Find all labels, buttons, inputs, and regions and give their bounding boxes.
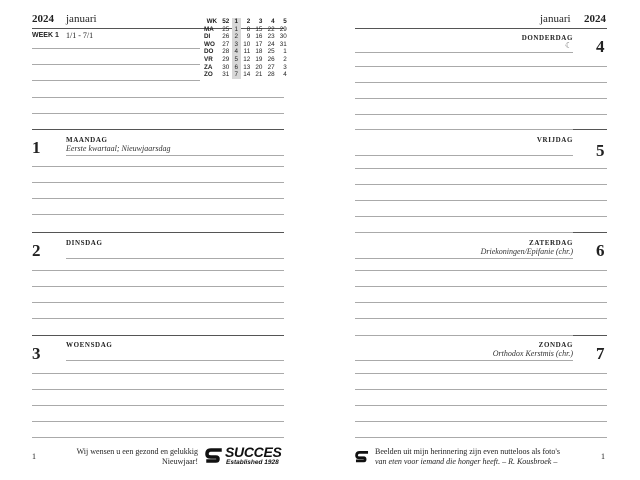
mini-calendar-cell: ZO (204, 71, 213, 79)
mini-calendar-cell: 31 (279, 40, 287, 48)
writing-line (355, 98, 607, 99)
writing-line (355, 129, 573, 130)
mini-calendar-cell: DO (204, 48, 214, 56)
writing-line (32, 182, 284, 183)
writing-line (32, 113, 284, 114)
day-name: DINSDAG (66, 239, 103, 247)
mini-calendar-cell: 30 (279, 33, 287, 41)
mini-calendar-cell: 15 (255, 25, 263, 33)
mini-calendar-cell: 27 (267, 63, 275, 71)
right-year: 2024 (584, 13, 606, 25)
week-range: 1/1 - 7/1 (66, 31, 94, 40)
writing-line (355, 232, 573, 233)
writing-line (66, 258, 284, 259)
writing-line (355, 258, 573, 259)
writing-line (355, 184, 607, 185)
writing-line (355, 200, 607, 201)
day-number: 7 (596, 344, 605, 363)
mini-calendar-cell: 3 (232, 41, 241, 49)
writing-line (355, 82, 607, 83)
day-name: WOENSDAG (66, 341, 113, 349)
left-month: januari (66, 13, 97, 25)
mini-calendar-cell: 11 (243, 48, 251, 56)
mini-calendar-header (204, 18, 289, 26)
day-name: VRIJDAG (536, 136, 573, 144)
mini-calendar-cell: WO (204, 40, 215, 48)
mini-calendar-cell: 19 (255, 55, 263, 63)
mini-calendar-cell: 9 (246, 33, 251, 41)
writing-line (32, 437, 284, 438)
mini-calendar-cell: 29 (222, 55, 230, 63)
mini-calendar-cell: 29 (279, 25, 287, 33)
writing-line (32, 302, 284, 303)
page-number: 1 (601, 452, 605, 461)
mini-calendar-cell: ZA (204, 63, 213, 71)
writing-line (32, 80, 200, 81)
footer-quote-line: Beelden uit mijn herinnering zijn even nutteloos als foto's (375, 447, 560, 456)
mini-calendar-cell: 10 (243, 40, 251, 48)
right-month: januari (540, 13, 571, 25)
footer-message-line: Wij wensen u een gezond en gelukkig (76, 447, 198, 456)
writing-line (355, 155, 573, 156)
writing-line (355, 360, 573, 361)
day-name: DONDERDAG (521, 34, 573, 42)
writing-line (355, 421, 607, 422)
writing-line (355, 389, 607, 390)
mini-calendar-cell: 2 (232, 33, 241, 41)
day-note: Driekoningen/Epifanie (chr.) (480, 247, 573, 256)
mini-calendar-cell: 17 (255, 40, 263, 48)
day-separator (573, 129, 607, 130)
day-separator (573, 232, 607, 233)
day-separator (32, 232, 284, 233)
mini-calendar-cell: 25 (267, 48, 275, 56)
writing-line (32, 373, 284, 374)
mini-calendar-cell: 5 (232, 56, 241, 64)
footer-quote-line: van eten voor iemand die honger heeft. – R. Kousbroek – (375, 457, 558, 466)
mini-calendar-header-cell: 5 (283, 18, 287, 25)
day-number: 4 (596, 37, 605, 56)
writing-line (32, 166, 284, 167)
footer-message (40, 447, 198, 467)
writing-line (32, 389, 284, 390)
mini-calendar-cell: 6 (232, 64, 241, 72)
writing-line (355, 168, 607, 169)
writing-line (32, 97, 284, 98)
mini-calendar-cell: MA (204, 25, 214, 33)
writing-line (32, 48, 200, 49)
mini-calendar-cell: 8 (246, 25, 251, 33)
mini-calendar-row (204, 26, 289, 34)
day-name: MAANDAG (66, 136, 108, 144)
succes-s-icon (205, 447, 223, 465)
mini-calendar-header-cell: 52 (222, 18, 230, 25)
mini-calendar-cell: 4 (283, 71, 287, 79)
writing-line (32, 64, 200, 65)
writing-line (32, 198, 284, 199)
writing-line (32, 405, 284, 406)
mini-calendar-header-cell: 3 (258, 18, 263, 25)
mini-calendar-row (204, 33, 289, 41)
moon-phase-icon: ☾ (565, 41, 573, 50)
writing-line (32, 214, 284, 215)
writing-line (355, 286, 607, 287)
succes-logo (205, 444, 287, 468)
day-number: 6 (596, 241, 605, 260)
day-name: ZATERDAG (529, 239, 573, 247)
mini-calendar-cell: 30 (222, 63, 230, 71)
mini-calendar-cell: 20 (255, 63, 263, 71)
mini-calendar-cell: 26 (267, 55, 275, 63)
day-separator (32, 335, 284, 336)
writing-line (32, 286, 284, 287)
mini-calendar-cell: 25 (222, 25, 230, 33)
mini-calendar-cell: 24 (267, 40, 275, 48)
page-number: 1 (32, 452, 36, 461)
day-number: 2 (32, 241, 41, 260)
mini-calendar-cell: 12 (243, 55, 251, 63)
writing-line (355, 302, 607, 303)
writing-line (355, 318, 607, 319)
mini-calendar-row (204, 56, 289, 64)
mini-calendar-cell: 18 (255, 48, 263, 56)
day-note: Orthodox Kerstmis (chr.) (492, 349, 573, 358)
mini-calendar-cell: 27 (222, 40, 230, 48)
mini-calendar-row (204, 71, 289, 79)
mini-calendar-cell: 7 (232, 71, 241, 79)
writing-line (32, 270, 284, 271)
writing-line (355, 335, 573, 336)
day-separator (573, 335, 607, 336)
mini-calendar-header-cell: 2 (246, 18, 251, 25)
writing-line (355, 114, 607, 115)
brand-name: SUCCES (225, 444, 282, 460)
mini-calendar-cell: DI (204, 33, 211, 41)
writing-line (355, 52, 573, 53)
footer-quote (375, 447, 587, 467)
mini-calendar-header-cell: 1 (232, 18, 241, 26)
day-separator (32, 129, 284, 130)
writing-line (32, 421, 284, 422)
writing-line (355, 373, 607, 374)
mini-calendar (204, 18, 289, 79)
mini-calendar-cell: 1 (283, 48, 287, 56)
left-year: 2024 (32, 13, 54, 25)
footer-message-line: Nieuwjaar! (162, 457, 198, 466)
writing-line (355, 66, 607, 67)
mini-calendar-cell: 22 (267, 25, 275, 33)
right-header-rule (355, 28, 607, 29)
mini-calendar-header-cell: WK (206, 18, 218, 25)
writing-line (355, 405, 607, 406)
day-name: ZONDAG (538, 341, 573, 349)
writing-line (66, 360, 284, 361)
brand-tagline: Established 1928 (226, 459, 279, 466)
mini-calendar-cell: 23 (267, 33, 275, 41)
mini-calendar-cell: 14 (243, 71, 251, 79)
day-note: Eerste kwartaal; Nieuwjaarsdag (66, 144, 171, 153)
mini-calendar-row (204, 48, 289, 56)
mini-calendar-row (204, 41, 289, 49)
writing-line (66, 155, 284, 156)
mini-calendar-cell: 4 (232, 48, 241, 56)
mini-calendar-cell: 1 (232, 26, 241, 34)
writing-line (355, 216, 607, 217)
mini-calendar-cell: 28 (267, 71, 275, 79)
mini-calendar-cell: 21 (255, 71, 263, 79)
mini-calendar-cell: 3 (283, 63, 287, 71)
mini-calendar-cell: 31 (222, 71, 230, 79)
mini-calendar-cell: 13 (243, 63, 251, 71)
mini-calendar-cell: 28 (222, 48, 230, 56)
writing-line (32, 318, 284, 319)
day-number: 3 (32, 344, 41, 363)
writing-line (355, 437, 607, 438)
mini-calendar-cell: VR (204, 55, 213, 63)
mini-calendar-header-cell: 4 (271, 18, 275, 25)
day-number: 5 (596, 141, 605, 160)
mini-calendar-cell: 26 (222, 33, 230, 41)
day-number: 1 (32, 138, 41, 157)
mini-calendar-row (204, 64, 289, 72)
mini-calendar-cell: 2 (283, 55, 287, 63)
writing-line (355, 270, 607, 271)
week-label: WEEK 1 (32, 32, 59, 39)
mini-calendar-cell: 16 (255, 33, 263, 41)
succes-s-icon (355, 450, 369, 464)
